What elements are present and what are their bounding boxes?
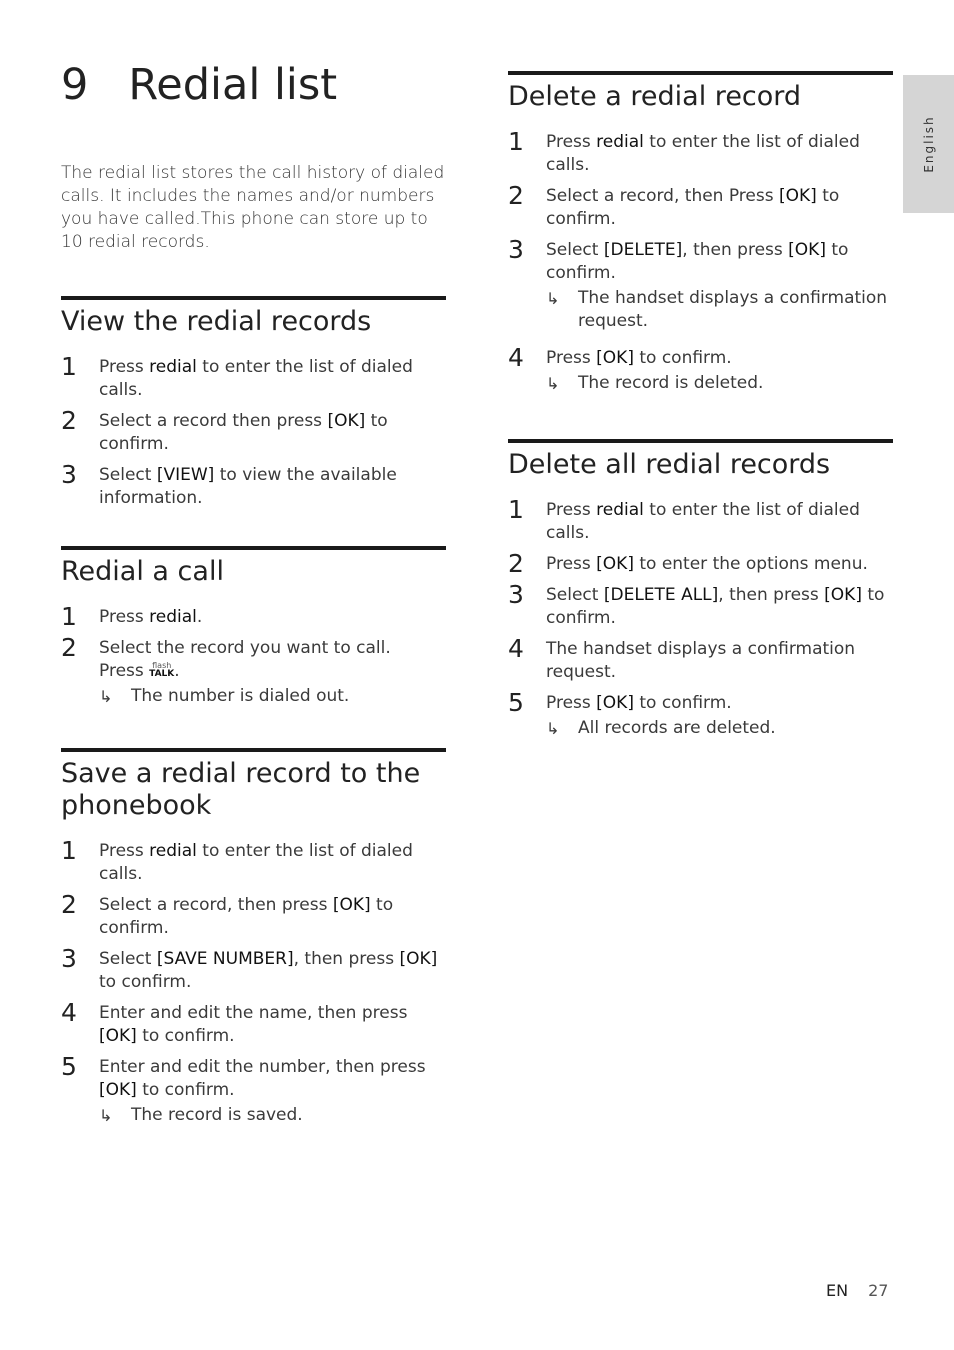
step-text [546, 347, 763, 395]
key-name: [OK] [327, 410, 366, 431]
step-number: 1 [508, 495, 524, 524]
delete-step-1 [508, 127, 893, 177]
key-name: [VIEW] [156, 464, 215, 485]
step-text: The handset displays a confirmation request. [546, 639, 856, 682]
result-text: The record is saved. [131, 1104, 303, 1125]
step-result [546, 717, 776, 740]
key-name: redial [149, 606, 197, 627]
save-steps [61, 835, 446, 1127]
step-result [546, 372, 763, 395]
result-arrow-icon: ↳ [99, 686, 113, 706]
text: to confirm. [99, 971, 192, 992]
step-text [99, 410, 446, 456]
text: . [196, 606, 203, 627]
step-text [99, 637, 391, 708]
step-text [99, 840, 446, 886]
redial-step-1 [61, 601, 446, 631]
key-name: [OK] [596, 554, 634, 574]
delete-all-section-title: Delete all redial records [508, 449, 831, 480]
chapter-heading [61, 60, 446, 112]
save-section-title: Save a redial record to the phonebook [61, 757, 421, 821]
text: Select [546, 240, 604, 260]
redial-steps [61, 601, 446, 708]
step-number: 3 [508, 580, 524, 609]
text: to confirm. [136, 1079, 235, 1100]
step-number: 2 [61, 889, 77, 919]
delete-steps [508, 127, 893, 395]
text: to confirm. [99, 410, 388, 454]
save-step-4 [61, 997, 446, 1048]
text: to confirm. [546, 186, 840, 229]
text: Press [546, 500, 597, 520]
key-name: [OK] [399, 948, 438, 969]
delete-section-title: Delete a redial record [508, 81, 802, 112]
delete-section [508, 71, 893, 395]
key-name: [SAVE NUMBER] [156, 948, 294, 969]
step-number: 4 [61, 997, 77, 1027]
view-step-3 [61, 459, 446, 510]
step-number: 4 [508, 343, 524, 372]
step-number: 3 [61, 943, 77, 973]
view-step-1 [61, 351, 446, 402]
key-name: [OK] [99, 1079, 137, 1100]
text: Press [99, 660, 150, 681]
text: Press [546, 693, 597, 713]
result-arrow-icon: ↳ [546, 374, 560, 393]
step-text [99, 1056, 446, 1127]
result-arrow-icon: ↳ [546, 719, 560, 738]
step-text [546, 239, 893, 333]
step-number: 3 [61, 459, 77, 489]
delete-all-step-2 [508, 549, 893, 578]
step-number: 2 [61, 405, 77, 435]
step-number: 1 [61, 601, 77, 631]
step-text [546, 499, 893, 545]
key-name: redial [596, 132, 644, 152]
key-name: [OK] [824, 585, 862, 605]
text: Select a record, then press [99, 894, 333, 915]
talk-key-small-label: flash [152, 660, 172, 670]
text: to view the available information. [99, 464, 397, 508]
text: , then press [718, 585, 825, 605]
text: Select [99, 464, 157, 485]
text: Enter and edit the number, then press [99, 1056, 426, 1077]
redial-step-2 [61, 632, 446, 708]
right-column [508, 71, 893, 748]
text: , then press [682, 240, 789, 260]
left-column [61, 60, 446, 1135]
language-tab [903, 75, 954, 213]
text: Press [99, 356, 150, 377]
delete-all-step-1 [508, 495, 893, 545]
text: to enter the list of dialed calls. [546, 500, 860, 543]
delete-all-section [508, 439, 893, 740]
delete-all-step-4 [508, 634, 893, 684]
text: Press [546, 132, 597, 152]
text: Select the record you want to call. [99, 637, 391, 658]
key-name: [DELETE ALL] [603, 585, 719, 605]
page-footer [826, 1281, 888, 1300]
view-steps [61, 351, 446, 510]
text: to confirm. [633, 693, 732, 713]
save-step-3 [61, 943, 446, 994]
text: Select [546, 585, 604, 605]
step-number: 5 [61, 1051, 77, 1081]
key-name: [OK] [788, 240, 826, 260]
save-step-2 [61, 889, 446, 940]
step-text [99, 1002, 446, 1048]
text: Select [99, 948, 157, 969]
talk-key-label: TALK [149, 668, 175, 679]
step-number: 1 [508, 127, 524, 156]
chapter-title: Redial list [128, 60, 338, 110]
text: , then press [293, 948, 400, 969]
redial-section-title: Redial a call [61, 555, 224, 587]
footer-language: EN [826, 1281, 849, 1300]
language-tab-label: English [921, 115, 936, 173]
text: to confirm. [546, 240, 849, 283]
save-step-1 [61, 835, 446, 886]
step-number: 2 [508, 181, 524, 210]
step-number: 2 [61, 632, 77, 662]
step-text [99, 356, 446, 402]
text: Select a record, then Press [546, 186, 780, 206]
text: to confirm. [99, 894, 394, 938]
text: Press [99, 840, 150, 861]
step-number: 1 [61, 351, 77, 381]
result-arrow-icon: ↳ [546, 289, 560, 308]
key-name: [DELETE] [603, 240, 683, 260]
key-name: [OK] [99, 1025, 137, 1046]
text: to enter the list of dialed calls. [546, 132, 860, 175]
text: to enter the options menu. [633, 554, 868, 574]
text: Press [99, 606, 150, 627]
step-text [546, 131, 893, 177]
text: to enter the list of dialed calls. [99, 356, 413, 400]
step-text [546, 185, 893, 231]
result-text: The record is deleted. [578, 373, 764, 393]
key-name: redial [596, 500, 644, 520]
view-section-title: View the redial records [61, 305, 372, 337]
intro-paragraph: The redial list stores the call history of dialed calls. It includes the names and/or numbers you have called.This phone can store up to 10 redial records. [61, 162, 445, 252]
redial-section [61, 546, 446, 708]
result-arrow-icon: ↳ [99, 1105, 113, 1125]
step-result [99, 685, 391, 708]
talk-key-icon [149, 662, 174, 678]
key-name: [OK] [596, 693, 634, 713]
key-name: [OK] [332, 894, 371, 915]
page-number: 27 [868, 1281, 889, 1300]
text: . [174, 660, 180, 681]
text: Select a record then press [99, 410, 328, 431]
step-result [546, 287, 893, 333]
view-step-2 [61, 405, 446, 456]
text: to confirm. [633, 348, 732, 368]
text: Press [546, 554, 597, 574]
save-step-5 [61, 1051, 446, 1127]
result-text: The handset displays a confirmation request. [578, 288, 888, 331]
delete-all-steps [508, 495, 893, 740]
save-section [61, 748, 446, 1127]
delete-all-step-3 [508, 580, 893, 630]
text: to confirm. [546, 585, 885, 628]
step-text [546, 553, 868, 576]
key-name: redial [149, 356, 197, 377]
step-text [99, 894, 446, 940]
chapter-number: 9 [61, 60, 89, 110]
step-number: 4 [508, 634, 524, 663]
step-text [546, 692, 776, 740]
delete-step-3 [508, 235, 893, 333]
text: Press [546, 348, 597, 368]
text: to confirm. [136, 1025, 235, 1046]
delete-all-step-5 [508, 688, 893, 740]
step-number: 2 [508, 549, 524, 578]
view-section [61, 296, 446, 510]
result-text: The number is dialed out. [131, 685, 350, 706]
delete-step-2 [508, 181, 893, 231]
step-number: 3 [508, 235, 524, 264]
step-number: 1 [61, 835, 77, 865]
delete-step-4 [508, 343, 893, 395]
key-name: redial [149, 840, 197, 861]
step-text [99, 464, 446, 510]
step-text [99, 606, 202, 629]
step-result [99, 1104, 446, 1127]
step-number: 5 [508, 688, 524, 717]
key-name: [OK] [779, 186, 817, 206]
step-text [99, 948, 446, 994]
text: Enter and edit the name, then press [99, 1002, 408, 1023]
text: to enter the list of dialed calls. [99, 840, 413, 884]
step-text [546, 584, 893, 630]
result-text: All records are deleted. [578, 718, 776, 738]
key-name: [OK] [596, 348, 634, 368]
